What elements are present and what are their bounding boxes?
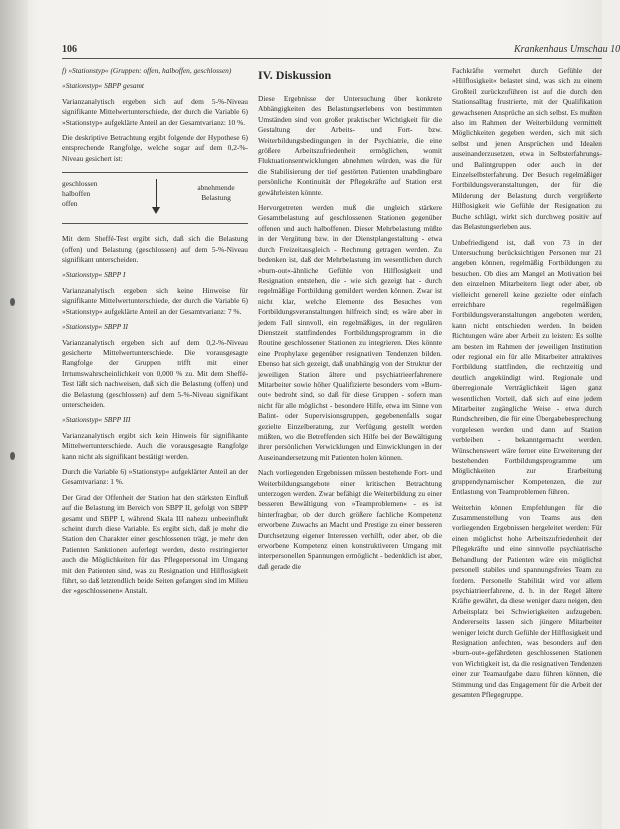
paragraph: Hervorgetreten werden muß die ungleich stärkere Gesamtbelastung auf geschlossenen Stationen gegenüber offenen und auch halboffenen. Dieser Mehrbelastung müßte in der Vergütung bzw. in der Dienstplangestaltung - etwa durch Freizeitausgleich - Rechnung getragen werden. Zu bedenken ist, daß der Mehrbelastung im wesentlichen durch »burn-out«-ähnliche Gefühle von Hilflosigkeit und Resignation entstehen, die - wie sich gezeigt hat - durch regelmäßige Fortbildung gemildert werden können. Zwar ist nicht klar, welche Elemente des Besuches von Fortbildungsveranstaltungen hilfreich sind; es wäre aber in jedem Fall sinnvoll, ein regelmäßiges, in der regulären Dienstzeit stattfindendes Fortbildungsprogramm in die Routine geschlossener Stationen zu integrieren. Dies könnte eine Prophylaxe gegenüber resignativen Tendenzen bilden. Ebenso hat sich gezeigt, daß unabhängig von der Struktur der jeweiligen Station ältere und psychiatrieerfahrenere Mitarbeiter sowie höher Qualifizierte besonders vom »Burn-out« bedroht sind, so daß für diese Gruppen - sofern man nicht für alle möglichst - besondere Hilfe, etwa im Sinne von Balint- oder Supervisionsgruppen, gegebenenfalls sogar gezielte Einzelberatung, zur Verfügung gestellt werden müßten, wo die Betreffenden sich Hilfe bei der Bewältigung ihrer persönlichen Verwicklungen und Einwicklungen in der Auseinandersetzung mit Patienten holen können. [258, 203, 442, 462]
arrow-down-icon [156, 179, 157, 209]
paragraph: Durch die Variable 6) »Stationstyp« aufgeklärter Anteil an der Gesamtvarianz: 1 %. [62, 466, 248, 487]
section-heading: IV. Diskussion [258, 68, 332, 82]
paragraph: Varianzanalytisch ergeben sich auf dem 0,2-%-Niveau gesicherte Mittelwertunterschiede. Die vorausgesagte Rangfolge der Gruppen trifft mit einer Irrtumswahrscheinlichkeit von 0,000 % zu. Mit dem Sheffé-Test läßt sich nachweisen, daß sich die Belastung (offen) und die Belastung (geschlossen) auf dem 5-%-Niveau signifikant unterscheiden. [62, 337, 248, 409]
paragraph: Varianzanalytisch ergibt sich kein Hinweis für signifikante Mittelwertunterschiede. Auch die vorausgesagte Rangfolge kann nicht als signifikant bestätigt werden. [62, 430, 248, 461]
section-intro: f) »Stationstyp« (Gruppen: offen, halboffen, geschlossen) [62, 66, 232, 75]
header-rule [62, 58, 602, 59]
ranking-diagram [62, 172, 248, 224]
column-middle [258, 66, 442, 577]
subheading: »Stationstyp« SBPP II [62, 322, 128, 332]
ranking-groups: geschlossen halboffen offen [62, 179, 98, 209]
paragraph: Diese Ergebnisse der Untersuchung über konkrete Abhängigkeiten des Belastungserlebens von bestimmten Umständen sind von großer praktischer Wichtigkeit für die Gestaltung der Arbeits- und Fort- bzw. Weiterbildungsbedingungen in der Psychiatrie, die eine größere Arbeitszufriedenheit ermöglichen, womit Fluktuationsentwicklungen abnehmen würden, was die für die Stabilisierung der tief gestörten Patienten unabdingbare persönliche Kontinuität der Pflegekräfte auf Station erst gewährleisten könnte. [258, 94, 442, 197]
page-number: 106 [62, 44, 77, 55]
paragraph: Nach vorliegenden Ergebnissen müssen bestehende Fort- und Weiterbildungsangebote einer kritischen Betrachtung unterzogen werden. Zwar befähigt die Weiterbildung zu einer besseren Bewältigung von »Teamproblemen« - es ist hinterfragbar, ob der durch größere fachliche Kompetenz erworbene Zuwachs an Macht und Prestige zu einer besseren Durchsetzung eigener Interessen verhilft, oder aber, ob die erworbene Kompetenz einen konstruktiveren Umgang mit interpersonellen Spannungen ermöglicht - bedenklich ist aber, daß gerade die [258, 468, 442, 571]
subheading: »Stationstyp« SBPP gesamt [62, 81, 144, 91]
column-left [62, 66, 248, 602]
paragraph: Fachkräfte vermehrt durch Gefühle der »Hilflosigkeit« belastet sind, was sich zu einem Großteil zurückzuführen ist auf die durch den Stationsalltag frustrierte, mit der Qualifikation gewachsenen Ansprüche an sich selbst. Es mußten also im Rahmen der Weiterbildung vermittelt Möglichkeiten gegeben werden, sich mit sich selbst und jenen Ansprüchen und Idealen auseinanderzusetzen, etwa in Selbsterfahrungs- und Balintgruppen oder auch in der Einzelselbsterfahrung. Der Besuch regelmäßiger Fortbildungsveranstaltungen, der für die Milderung der Belastung durch vergrößerte Hilflosigkeit wie Gefühle der Resignation zu Buche schlägt, wirkt sich durchweg positiv auf das Belastungserleben aus. [452, 66, 602, 232]
subheading: »Stationstyp« SBPP I [62, 270, 126, 280]
subheading: »Stationstyp« SBPP III [62, 415, 131, 425]
paragraph: Mit dem Sheffé-Test ergibt sich, daß sich die Belastung (offen) und Belastung (geschlossen) auf dem 5-%-Niveau signifikant unterscheiden. [62, 234, 248, 265]
arrow-head-icon [152, 207, 160, 214]
paragraph: Unbefriedigend ist, daß von 73 in der Untersuchung berücksichtigen Personen nur 21 angeben können, regelmäßig Fortbildungen zu besuchen. Ob dies am Mangel an Motivation bei den einzelnen Mitarbeitern liegt oder aber, ob vielleicht generell keine gezielte oder einfach erreichbare regelmäßigen Fortbildungsveranstaltungen angeboten werden, kann nicht entschieden werden. In beiden Richtungen wäre aber Arbeit zu leisten: Es sollte am besten im Rahmen der jeweiligen Institution oder regional ein für alle Mitarbeiter attraktives Fortbildung stattfinden, die rechtzeitig und deutlich angekündigt wird. Regionale und überregionale Verträglichkeit lägen ganz wesentlichen Vorteil, daß sich auf eine jedem Mitarbeiter zugängliche Weise - etwa durch Rundschreiben, die für eine Übergabebesprechung vorgelesen werden und dann auf Station verbleiben - bekanntgemacht werden. Wünschenswert wäre ferner eine Erweiterung der bestehenden Fortbildungsprogramme um Möglichkeiten zur Erarbeitung gruppendynamischer Kompetenzen, die zur Entlastung von Teamproblemen führen. [452, 237, 602, 497]
punch-hole [10, 298, 15, 306]
running-head: Krankenhaus Umschau 10 [514, 44, 620, 55]
punch-hole [10, 452, 15, 460]
paragraph: Die deskriptive Betrachtung ergibt folgende der Hypothese 6) entsprechende Rangfolge, welche sogar auf dem 0,2-%-Niveau gesichert ist: [62, 133, 248, 163]
paragraph: Varianzanalytisch ergeben sich keine Hinweise für signifikante Mittelwertunterschiede, der durch die Variable 6) »Stationstyp« aufgeklärte Anteil an der Gesamtvarianz: 7 %. [62, 285, 248, 316]
paragraph: Varianzanalytisch ergeben sich auf dem 5-%-Niveau signifikante Mittelwertunterschiede, der durch die Variable 6) »Stationstyp« aufgeklärte Anteil an der Gesamtvarianz: 10 %. [62, 96, 248, 127]
ranking-label: abnehmende Belastung [197, 183, 235, 203]
column-right [452, 66, 602, 826]
binding-shadow [0, 0, 28, 829]
paragraph: Der Grad der Offenheit der Station hat den stärksten Einfluß auf die Belastung im Bereich von SBPP II, gefolgt von SBPP gesamt und SBPP I, während Skala III nahezu unbeeinflußt scheint durch diese Variable. Es ergibt sich, daß je mehr die Station den Charakter einer geschlossenen trägt, je mehr den Patienten Sanktionen auferlegt werden, desto restringierter auch die Möglichkeiten für das Pflegepersonal im Umgang mit den Patienten sind, was zu Resignation und Hilflosigkeit führt, so daß letztendlich beide Seiten gefangen sind im Milieu der »geschlossenen« Anstalt. [62, 492, 248, 596]
paragraph: Weiterhin können Empfehlungen für die Zusammenstellung von Teams aus den vorliegenden Ergebnissen hergeleitet werden: Für einen möglichst hohe Arbeitszufriedenheit der Pflegekräfte und eine sinnvolle psychiatrische Behandlung der Patienten wäre ein möglichst personell stabiles und spannungsfreies Team zu fordern. Personelle Stabilität wird vor allem psychiatrieerfahrene, d. h. in der Regel ältere Kräfte gewährt, da diese weniger dazu neigen, den Arbeitsplatz bei Schwierigkeiten aufzugeben. Andererseits lassen sich jüngere Mitarbeiter weniger leicht durch Gefühle der Hilflosigkeit und Resignation anfechten, was besonders auf den »burn-out«-gefährdeten geschlossenen Stationen von Wichtigkeit ist, da die resignativen Tendenzen einer zur Teamaufgabe dazu führen können, die Stimmung und das Engagement für die Arbeit der gesamten Pflegegruppe. [452, 502, 602, 699]
